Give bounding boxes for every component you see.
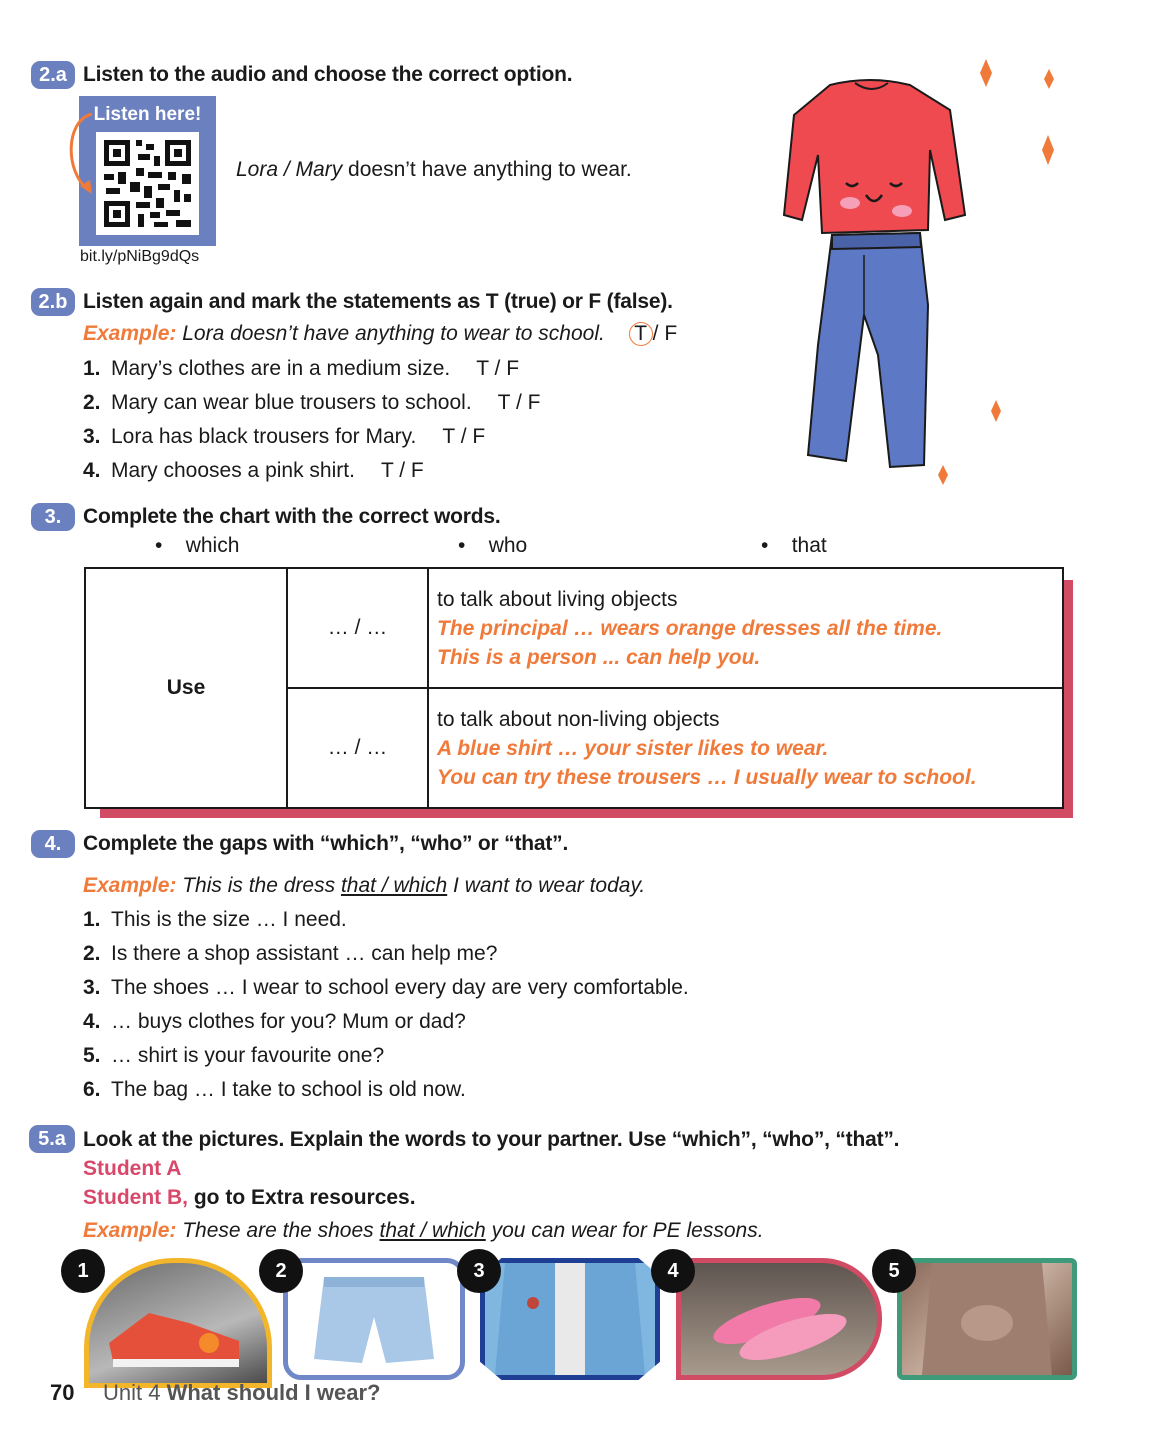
- qr-title: Listen here!: [93, 104, 202, 125]
- example-text: Lora doesn’t have anything to wear to school.: [182, 322, 605, 345]
- list-item[interactable]: 1. This is the size … I need.: [83, 908, 347, 931]
- qr-link[interactable]: bit.ly/pNiBg9dQs: [80, 248, 200, 265]
- section-heading-2a: Listen to the audio and choose the correct option.: [83, 63, 573, 86]
- example-4: Example: This is the dress that / which I want to wear today.: [83, 874, 646, 897]
- use-cell: Use: [85, 568, 287, 808]
- picture-number: 3: [457, 1249, 501, 1293]
- section-heading-5a: Look at the pictures. Explain the words to your partner. Use “which”, “who”, “that”.: [83, 1128, 900, 1151]
- list-item: 1. Mary’s clothes are in a medium size. T / F: [83, 357, 520, 380]
- qr-code-icon: [96, 132, 199, 235]
- section-badge-2b: 2.b: [31, 288, 75, 316]
- denim-shorts-photo[interactable]: [283, 1258, 465, 1380]
- table-row: [85, 568, 1063, 688]
- clothes-illustration-icon: [760, 55, 1090, 495]
- sneakers-photo[interactable]: [84, 1258, 272, 1388]
- true-false-choice[interactable]: T / F: [380, 459, 424, 482]
- curved-arrow-icon: [62, 110, 102, 200]
- description-cell: to talk about non-living objects A blue shirt … your sister likes to wear. You can try these trousers … I usually wear to school.: [428, 688, 1063, 808]
- list-item: 3. Lora has black trousers for Mary. T / F: [83, 425, 486, 448]
- description-cell: to talk about living objects The principal … wears orange dresses all the time. This is a person ... can help you.: [428, 568, 1063, 688]
- picture-number: 5: [872, 1249, 916, 1293]
- option-lora[interactable]: Lora: [236, 158, 279, 181]
- list-item: 4. Mary chooses a pink shirt. T / F: [83, 459, 424, 482]
- option-separator: /: [278, 158, 296, 181]
- example-label: Example:: [83, 322, 177, 345]
- list-item[interactable]: 6. The bag … I take to school is old now.: [83, 1078, 466, 1101]
- denim-jacket-photo[interactable]: [480, 1258, 660, 1380]
- gap-cell[interactable]: … / …: [287, 688, 428, 808]
- example-5a: Example: These are the shoes that / which you can wear for PE lessons.: [83, 1219, 764, 1242]
- grammar-chart: [84, 567, 1064, 809]
- unit-title: Unit 4 What should I wear?: [103, 1380, 381, 1405]
- true-false-choice[interactable]: T / F: [497, 391, 541, 414]
- section-heading-2b: Listen again and mark the statements as T (true) or F (false).: [83, 290, 673, 313]
- picture-number: 4: [651, 1249, 695, 1293]
- flip-flops-photo[interactable]: [676, 1258, 882, 1380]
- section-badge-5a: 5.a: [29, 1125, 75, 1153]
- true-false-choice[interactable]: T / F: [476, 357, 520, 380]
- list-item[interactable]: 4. … buys clothes for you? Mum or dad?: [83, 1010, 466, 1033]
- list-item[interactable]: 2. Is there a shop assistant … can help me?: [83, 942, 498, 965]
- list-item[interactable]: 5. … shirt is your favourite one?: [83, 1044, 385, 1067]
- section-badge-3: 3.: [31, 503, 75, 531]
- true-false-choice[interactable]: T / F: [442, 425, 486, 448]
- example-2b: [83, 322, 677, 346]
- word-bank-item: • that: [761, 534, 827, 557]
- list-item[interactable]: 3. The shoes … I wear to school every day are very comfortable.: [83, 976, 689, 999]
- section-heading-4: Complete the gaps with “which”, “who” or “that”.: [83, 832, 569, 855]
- page-number: 70: [50, 1380, 75, 1405]
- example-true-circled: T: [629, 322, 653, 346]
- student-a-label: Student A: [83, 1157, 182, 1180]
- example-false: / F: [652, 322, 678, 345]
- word-bank-item: • which: [155, 534, 240, 557]
- gap-cell[interactable]: … / …: [287, 568, 428, 688]
- word-bank-item: • who: [458, 534, 528, 557]
- section-heading-3: Complete the chart with the correct words.: [83, 505, 501, 528]
- choose-option-sentence: [236, 158, 632, 182]
- section-badge-2a: 2.a: [31, 61, 75, 89]
- cardigan-photo[interactable]: [897, 1258, 1077, 1380]
- sentence-rest: doesn’t have anything to wear.: [342, 158, 632, 181]
- picture-number: 1: [61, 1249, 105, 1293]
- option-mary[interactable]: Mary: [295, 158, 343, 181]
- section-badge-4: 4.: [31, 830, 75, 858]
- student-b-line: Student B, go to Extra resources.: [83, 1186, 416, 1209]
- list-item: 2. Mary can wear blue trousers to school. T / F: [83, 391, 541, 414]
- picture-number: 2: [259, 1249, 303, 1293]
